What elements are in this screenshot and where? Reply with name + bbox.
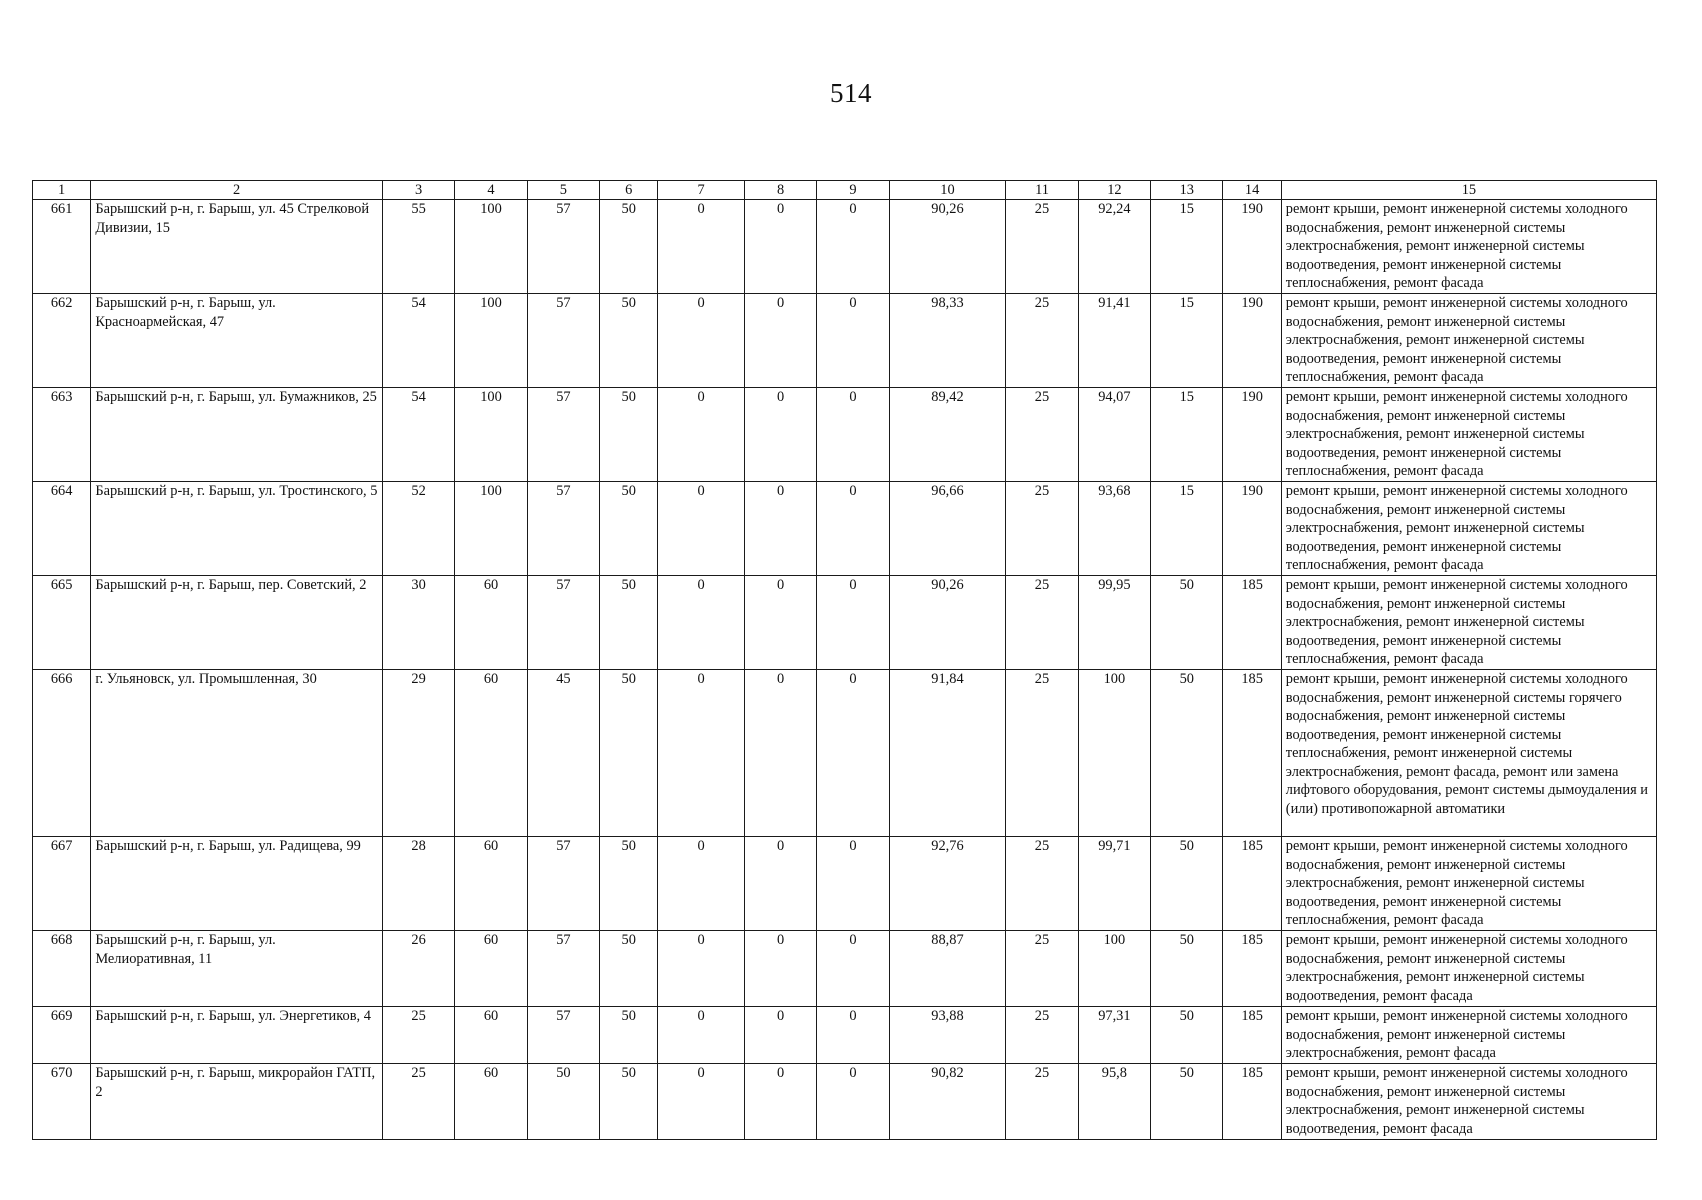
- address-cell: Барышский р-н, г. Барыш, ул. 45 Стрелковой Дивизии, 15: [91, 200, 383, 294]
- repair-registry-table: [32, 180, 1657, 1140]
- table-row: [33, 388, 1657, 482]
- value-cell: 91,84: [889, 670, 1006, 837]
- address-cell: Барышский р-н, г. Барыш, пер. Советский, 2: [91, 576, 383, 670]
- row-number: 665: [33, 576, 91, 670]
- value-cell: 28: [382, 837, 454, 931]
- value-cell: 15: [1151, 482, 1223, 576]
- value-cell: 90,26: [889, 576, 1006, 670]
- value-cell: 0: [744, 482, 816, 576]
- value-cell: 15: [1151, 200, 1223, 294]
- value-cell: 50: [1151, 931, 1223, 1007]
- table-row: [33, 200, 1657, 294]
- value-cell: 50: [600, 200, 658, 294]
- works-cell: ремонт крыши, ремонт инженерной системы холодного водоснабжения, ремонт инженерной системы электроснабжения, ремонт инженерной системы водоотведения, ремонт инженерной системы теплоснабжения, ремонт фасада: [1281, 837, 1656, 931]
- value-cell: 50: [600, 837, 658, 931]
- value-cell: 88,87: [889, 931, 1006, 1007]
- row-number: 668: [33, 931, 91, 1007]
- value-cell: 185: [1223, 576, 1281, 670]
- value-cell: 185: [1223, 670, 1281, 837]
- value-cell: 52: [382, 482, 454, 576]
- value-cell: 57: [527, 576, 599, 670]
- value-cell: 0: [817, 294, 889, 388]
- column-header: 11: [1006, 181, 1078, 200]
- column-header: 7: [658, 181, 744, 200]
- column-header: 6: [600, 181, 658, 200]
- value-cell: 25: [1006, 576, 1078, 670]
- address-cell: Барышский р-н, г. Барыш, ул. Бумажников, 25: [91, 388, 383, 482]
- value-cell: 50: [1151, 1064, 1223, 1140]
- column-header: 1: [33, 181, 91, 200]
- value-cell: 50: [600, 388, 658, 482]
- value-cell: 50: [600, 931, 658, 1007]
- value-cell: 0: [658, 482, 744, 576]
- value-cell: 0: [817, 837, 889, 931]
- value-cell: 54: [382, 294, 454, 388]
- column-header: 13: [1151, 181, 1223, 200]
- value-cell: 185: [1223, 931, 1281, 1007]
- value-cell: 57: [527, 200, 599, 294]
- column-header: 5: [527, 181, 599, 200]
- row-number: 662: [33, 294, 91, 388]
- value-cell: 25: [382, 1007, 454, 1064]
- value-cell: 50: [600, 1007, 658, 1064]
- value-cell: 50: [527, 1064, 599, 1140]
- value-cell: 25: [1006, 837, 1078, 931]
- works-cell: ремонт крыши, ремонт инженерной системы холодного водоснабжения, ремонт инженерной системы электроснабжения, ремонт инженерной системы водоотведения, ремонт инженерной системы теплоснабжения, ремонт фасада: [1281, 482, 1656, 576]
- table-row: [33, 931, 1657, 1007]
- value-cell: 98,33: [889, 294, 1006, 388]
- value-cell: 96,66: [889, 482, 1006, 576]
- value-cell: 15: [1151, 388, 1223, 482]
- value-cell: 0: [744, 294, 816, 388]
- value-cell: 0: [658, 837, 744, 931]
- value-cell: 190: [1223, 294, 1281, 388]
- value-cell: 0: [817, 482, 889, 576]
- address-cell: Барышский р-н, г. Барыш, микрорайон ГАТП, 2: [91, 1064, 383, 1140]
- value-cell: 50: [600, 1064, 658, 1140]
- value-cell: 0: [817, 200, 889, 294]
- value-cell: 50: [1151, 1007, 1223, 1064]
- value-cell: 0: [658, 931, 744, 1007]
- address-cell: Барышский р-н, г. Барыш, ул. Тростинского, 5: [91, 482, 383, 576]
- value-cell: 57: [527, 482, 599, 576]
- value-cell: 60: [455, 837, 527, 931]
- works-cell: ремонт крыши, ремонт инженерной системы холодного водоснабжения, ремонт инженерной системы электроснабжения, ремонт инженерной системы водоотведения, ремонт фасада: [1281, 931, 1656, 1007]
- address-cell: Барышский р-н, г. Барыш, ул. Радищева, 99: [91, 837, 383, 931]
- value-cell: 30: [382, 576, 454, 670]
- value-cell: 0: [744, 670, 816, 837]
- value-cell: 60: [455, 670, 527, 837]
- value-cell: 185: [1223, 837, 1281, 931]
- value-cell: 50: [1151, 670, 1223, 837]
- row-number: 666: [33, 670, 91, 837]
- value-cell: 100: [455, 200, 527, 294]
- address-cell: Барышский р-н, г. Барыш, ул. Энергетиков, 4: [91, 1007, 383, 1064]
- value-cell: 0: [658, 294, 744, 388]
- value-cell: 50: [600, 670, 658, 837]
- address-cell: Барышский р-н, г. Барыш, ул. Красноармейская, 47: [91, 294, 383, 388]
- value-cell: 90,26: [889, 200, 1006, 294]
- value-cell: 0: [817, 576, 889, 670]
- value-cell: 92,24: [1078, 200, 1150, 294]
- value-cell: 0: [658, 576, 744, 670]
- value-cell: 50: [1151, 576, 1223, 670]
- value-cell: 0: [817, 931, 889, 1007]
- works-cell: ремонт крыши, ремонт инженерной системы холодного водоснабжения, ремонт инженерной системы электроснабжения, ремонт инженерной системы водоотведения, ремонт инженерной системы теплоснабжения, ремонт фасада: [1281, 294, 1656, 388]
- row-number: 661: [33, 200, 91, 294]
- value-cell: 0: [817, 1007, 889, 1064]
- column-header: 10: [889, 181, 1006, 200]
- value-cell: 0: [658, 388, 744, 482]
- value-cell: 0: [658, 1007, 744, 1064]
- column-header: 4: [455, 181, 527, 200]
- value-cell: 0: [744, 576, 816, 670]
- page-number: 514: [830, 78, 872, 108]
- value-cell: 25: [1006, 670, 1078, 837]
- works-cell: ремонт крыши, ремонт инженерной системы холодного водоснабжения, ремонт инженерной системы электроснабжения, ремонт инженерной системы водоотведения, ремонт инженерной системы теплоснабжения, ремонт фасада: [1281, 388, 1656, 482]
- value-cell: 57: [527, 837, 599, 931]
- value-cell: 185: [1223, 1064, 1281, 1140]
- value-cell: 54: [382, 388, 454, 482]
- value-cell: 15: [1151, 294, 1223, 388]
- column-header: 12: [1078, 181, 1150, 200]
- value-cell: 0: [744, 1064, 816, 1140]
- value-cell: 93,88: [889, 1007, 1006, 1064]
- value-cell: 55: [382, 200, 454, 294]
- table-row: [33, 837, 1657, 931]
- value-cell: 0: [744, 200, 816, 294]
- value-cell: 93,68: [1078, 482, 1150, 576]
- row-number: 670: [33, 1064, 91, 1140]
- value-cell: 0: [744, 1007, 816, 1064]
- value-cell: 0: [658, 200, 744, 294]
- works-cell: ремонт крыши, ремонт инженерной системы холодного водоснабжения, ремонт инженерной системы электроснабжения, ремонт инженерной системы водоотведения, ремонт инженерной системы теплоснабжения, ремонт фасада: [1281, 576, 1656, 670]
- table-row: [33, 1007, 1657, 1064]
- value-cell: 92,76: [889, 837, 1006, 931]
- row-number: 664: [33, 482, 91, 576]
- column-header: 2: [91, 181, 383, 200]
- address-cell: Барышский р-н, г. Барыш, ул. Мелиоративная, 11: [91, 931, 383, 1007]
- table-row: [33, 576, 1657, 670]
- value-cell: 0: [817, 1064, 889, 1140]
- value-cell: 25: [1006, 931, 1078, 1007]
- value-cell: 95,8: [1078, 1064, 1150, 1140]
- value-cell: 0: [817, 388, 889, 482]
- value-cell: 45: [527, 670, 599, 837]
- value-cell: 0: [658, 1064, 744, 1140]
- table-row: [33, 670, 1657, 837]
- table-row: [33, 482, 1657, 576]
- value-cell: 190: [1223, 200, 1281, 294]
- column-header: 9: [817, 181, 889, 200]
- row-number: 663: [33, 388, 91, 482]
- column-header: 14: [1223, 181, 1281, 200]
- value-cell: 0: [817, 670, 889, 837]
- works-cell: ремонт крыши, ремонт инженерной системы холодного водоснабжения, ремонт инженерной системы электроснабжения, ремонт инженерной системы водоотведения, ремонт инженерной системы теплоснабжения, ремонт фасада: [1281, 200, 1656, 294]
- column-header: 15: [1281, 181, 1656, 200]
- value-cell: 100: [1078, 670, 1150, 837]
- value-cell: 94,07: [1078, 388, 1150, 482]
- value-cell: 25: [1006, 294, 1078, 388]
- works-cell: ремонт крыши, ремонт инженерной системы холодного водоснабжения, ремонт инженерной системы горячего водоснабжения, ремонт инженерной системы водоотведения, ремонт инженерной системы теплоснабжения, ремонт инженерной системы электроснабжения, ремонт фасада, ремонт или замена лифтового оборудования, ремонт системы дымоудаления и (или) противопожарной автоматики: [1281, 670, 1656, 837]
- value-cell: 91,41: [1078, 294, 1150, 388]
- value-cell: 25: [382, 1064, 454, 1140]
- value-cell: 57: [527, 294, 599, 388]
- value-cell: 50: [600, 294, 658, 388]
- column-header: 8: [744, 181, 816, 200]
- value-cell: 25: [1006, 1007, 1078, 1064]
- value-cell: 97,31: [1078, 1007, 1150, 1064]
- value-cell: 25: [1006, 200, 1078, 294]
- row-number: 667: [33, 837, 91, 931]
- value-cell: 57: [527, 1007, 599, 1064]
- value-cell: 190: [1223, 388, 1281, 482]
- value-cell: 50: [600, 576, 658, 670]
- value-cell: 185: [1223, 1007, 1281, 1064]
- value-cell: 89,42: [889, 388, 1006, 482]
- row-number: 669: [33, 1007, 91, 1064]
- column-header: 3: [382, 181, 454, 200]
- value-cell: 0: [744, 388, 816, 482]
- value-cell: 190: [1223, 482, 1281, 576]
- value-cell: 57: [527, 388, 599, 482]
- value-cell: 0: [658, 670, 744, 837]
- value-cell: 50: [1151, 837, 1223, 931]
- value-cell: 60: [455, 576, 527, 670]
- value-cell: 100: [455, 388, 527, 482]
- table-row: [33, 1064, 1657, 1140]
- address-cell: г. Ульяновск, ул. Промышленная, 30: [91, 670, 383, 837]
- value-cell: 99,95: [1078, 576, 1150, 670]
- value-cell: 50: [600, 482, 658, 576]
- value-cell: 100: [455, 294, 527, 388]
- value-cell: 26: [382, 931, 454, 1007]
- column-number-row: [33, 181, 1657, 200]
- value-cell: 60: [455, 1064, 527, 1140]
- table-row: [33, 294, 1657, 388]
- value-cell: 25: [1006, 1064, 1078, 1140]
- value-cell: 25: [1006, 482, 1078, 576]
- value-cell: 60: [455, 1007, 527, 1064]
- value-cell: 57: [527, 931, 599, 1007]
- value-cell: 90,82: [889, 1064, 1006, 1140]
- works-cell: ремонт крыши, ремонт инженерной системы холодного водоснабжения, ремонт инженерной системы электроснабжения, ремонт фасада: [1281, 1007, 1656, 1064]
- value-cell: 99,71: [1078, 837, 1150, 931]
- value-cell: 29: [382, 670, 454, 837]
- works-cell: ремонт крыши, ремонт инженерной системы холодного водоснабжения, ремонт инженерной системы электроснабжения, ремонт инженерной системы водоотведения, ремонт фасада: [1281, 1064, 1656, 1140]
- value-cell: 0: [744, 837, 816, 931]
- value-cell: 25: [1006, 388, 1078, 482]
- value-cell: 0: [744, 931, 816, 1007]
- value-cell: 60: [455, 931, 527, 1007]
- value-cell: 100: [455, 482, 527, 576]
- value-cell: 100: [1078, 931, 1150, 1007]
